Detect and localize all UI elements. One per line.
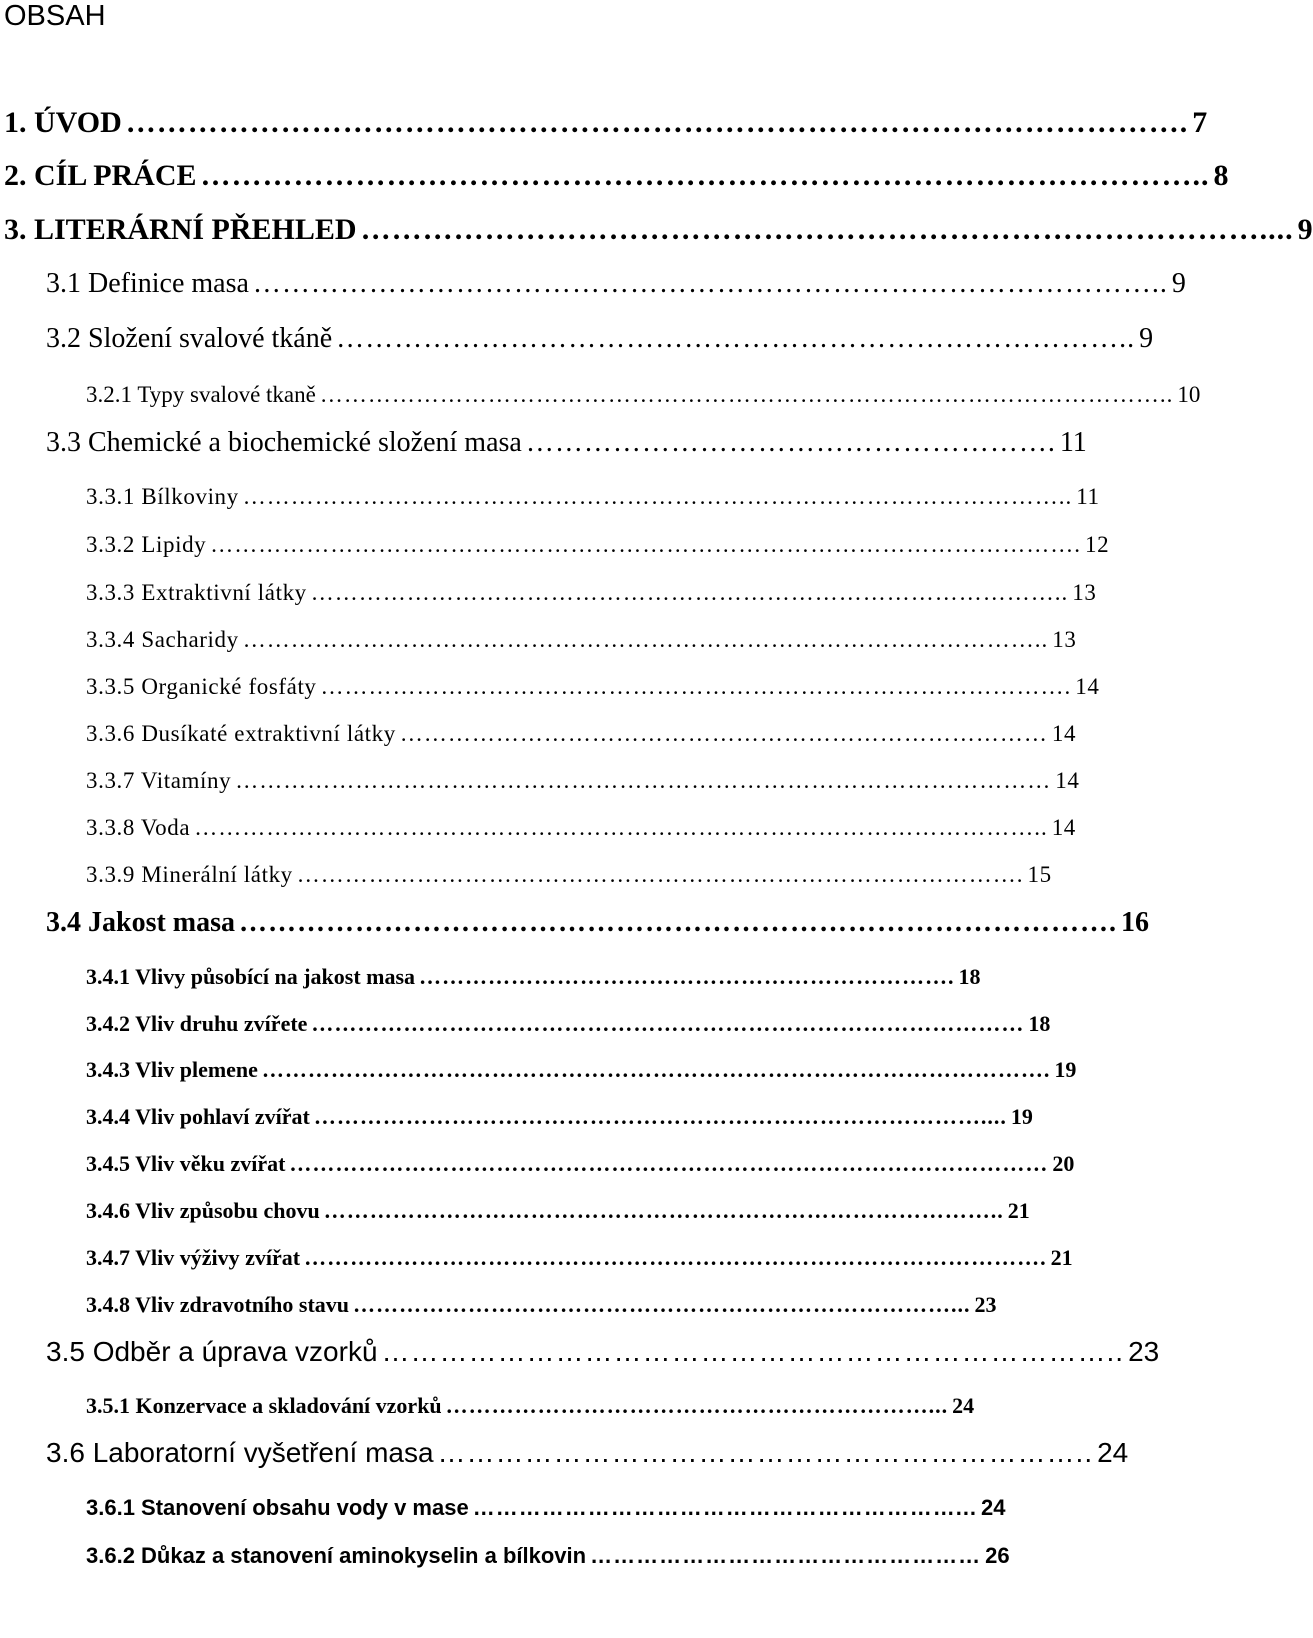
toc-entry <box>46 268 1186 300</box>
toc-leader-dots: ………………………………………………………….. <box>437 1437 1094 1468</box>
toc-entry <box>86 627 1077 653</box>
toc-leader-dots: ………………………………………………………………………………… <box>311 1011 1025 1036</box>
toc-page-number: 15 <box>1027 862 1052 887</box>
toc-leader-dots: …………………………………………………………………………………………. <box>261 1057 1051 1082</box>
toc-entry <box>86 1292 997 1318</box>
toc-entry-label: 2. CÍL PRÁCE <box>4 159 197 192</box>
toc-page-number: 23 <box>1128 1336 1160 1367</box>
toc-entry <box>86 580 1097 606</box>
toc-leader-dots: ………………………………………………………... <box>445 1393 949 1418</box>
toc-entry-label: 3.3.4 Sacharidy <box>86 627 239 652</box>
toc-entry-label: 3.3.9 Minerální látky <box>86 862 293 887</box>
toc-entry <box>4 106 1208 140</box>
toc-entry-label: 3.4.7 Vliv výživy zvířat <box>86 1245 301 1270</box>
toc-page-number: 11 <box>1076 484 1100 509</box>
toc-entry-label: 3.6.2 Důkaz a stanovení aminokyselin a bílkovin <box>86 1543 587 1568</box>
toc-page-number: 26 <box>985 1543 1010 1568</box>
toc-entry-label: 3.6 Laboratorní vyšetření masa <box>46 1437 434 1468</box>
toc-leader-dots: ………………………………………………………………………………….. <box>252 268 1168 299</box>
toc-entry <box>46 907 1150 939</box>
toc-leader-dots: ……………………………………………………………………………………….. <box>242 627 1049 652</box>
toc-entry-label: 1. ÚVOD <box>4 106 122 139</box>
page-title: OBSAH <box>4 0 106 32</box>
toc-entry-label: 3. LITERÁRNÍ PŘEHLED <box>4 213 357 246</box>
toc-page-number: 18 <box>958 964 981 989</box>
toc-leader-dots: ……………………………………………………………. <box>419 964 955 989</box>
toc-leader-dots: ……………………………………………………………………………………. <box>304 1245 1047 1270</box>
toc-entry-label: 3.3 Chemické a biochemické složení masa <box>46 427 522 458</box>
toc-entry-label: 3.4 Jakost masa <box>46 907 236 938</box>
toc-leader-dots: …………………………………………………………………………………. <box>320 674 1072 699</box>
toc-page-number: 19 <box>1054 1057 1077 1082</box>
toc-entry-label: 3.3.1 Bílkoviny <box>86 484 239 509</box>
toc-entry-label: 3.5 Odběr a úprava vzorků <box>46 1336 378 1367</box>
toc-leader-dots: ………………………………………………………………….. <box>381 1336 1125 1367</box>
toc-leader-dots: ……………………………………………………………………………………… <box>289 1151 1049 1176</box>
toc-page-number: 19 <box>1010 1104 1033 1129</box>
toc-entry-label: 3.4.1 Vlivy působící na jakost masa <box>86 964 416 989</box>
toc-entry <box>46 323 1154 355</box>
toc-leader-dots: ……………………………………………………………………… <box>399 721 1048 746</box>
toc-leader-dots: ……………………………………………………………………….. <box>336 323 1136 354</box>
toc-entry <box>86 1245 1073 1271</box>
toc-leader-dots: …………………………………………………………………………………………….. <box>319 382 1174 407</box>
toc-entry-label: 3.2.1 Typy svalové tkaně <box>86 382 316 407</box>
toc-entry-label: 3.2 Složení svalové tkáně <box>46 323 333 354</box>
toc-page-number: 13 <box>1052 627 1077 652</box>
toc-page-number: 14 <box>1055 768 1080 793</box>
toc-page-number: 8 <box>1213 159 1229 192</box>
toc-page-number: 16 <box>1121 907 1150 938</box>
toc-entry <box>86 862 1052 888</box>
toc-leader-dots: ………………………………………………. <box>525 427 1056 458</box>
toc-entry <box>86 1198 1030 1224</box>
toc-page-number: 11 <box>1059 427 1087 458</box>
toc-page-number: 9 <box>1171 268 1186 299</box>
toc-entry-label: 3.4.4 Vliv pohlaví zvířat <box>86 1104 310 1129</box>
toc-leader-dots: ………………………………………………………………………………………… <box>235 768 1052 793</box>
toc-entry-label: 3.4.8 Vliv zdravotního stavu <box>86 1292 350 1317</box>
toc-entry-label: 3.3.8 Voda <box>86 815 191 840</box>
toc-page-number: 13 <box>1072 580 1097 605</box>
toc-leader-dots: …………………………………………… <box>590 1543 982 1568</box>
toc-entry <box>86 484 1100 510</box>
toc-page-number: 24 <box>981 1495 1006 1520</box>
toc-entry <box>86 532 1110 558</box>
toc-entry <box>86 768 1080 794</box>
toc-entry-label: 3.4.5 Vliv věku zvířat <box>86 1151 286 1176</box>
toc-entry <box>86 1495 1006 1521</box>
toc-leader-dots: …………………………………………………………………………………………. <box>125 106 1189 139</box>
toc-page-number: 10 <box>1177 382 1201 407</box>
toc-page-number: 9 <box>1139 323 1154 354</box>
toc-entry <box>86 674 1100 700</box>
toc-entry-label: 3.6.1 Stanovení obsahu vody v mase <box>86 1495 469 1520</box>
toc-entry <box>46 1437 1129 1469</box>
toc-leader-dots: ………………………………………………………………………………. <box>239 907 1118 938</box>
toc-leader-dots: ………………………………………………………... <box>472 1495 978 1520</box>
toc-leader-dots: ………………………………………………………………………………….. <box>310 580 1069 605</box>
toc-entry <box>86 815 1076 841</box>
toc-entry-label: 3.3.3 Extraktivní látky <box>86 580 307 605</box>
toc-page-number: 20 <box>1052 1151 1075 1176</box>
toc-page-number: 24 <box>952 1393 975 1418</box>
toc-page-number: 12 <box>1085 532 1110 557</box>
toc-page-number: 21 <box>1050 1245 1073 1270</box>
toc-page-number: 18 <box>1028 1011 1051 1036</box>
toc-entry <box>86 1543 1010 1569</box>
toc-entry <box>4 159 1229 193</box>
toc-leader-dots: ………………………………………………………………………………………….. <box>242 484 1073 509</box>
toc-entry-label: 3.3.6 Dusíkaté extraktivní látky <box>86 721 396 746</box>
toc-entry <box>86 721 1077 747</box>
toc-entry <box>86 964 981 990</box>
toc-page-number: 14 <box>1075 674 1100 699</box>
toc-page-number: 7 <box>1192 106 1208 139</box>
toc-entry-label: 3.1 Definice masa <box>46 268 249 299</box>
toc-leader-dots: …………………………………………………………………………………….. <box>200 159 1210 192</box>
toc-entry-label: 3.4.2 Vliv druhu zvířete <box>86 1011 308 1036</box>
toc-entry <box>4 213 1313 247</box>
toc-leader-dots: ………………………………………………………………………………………………. <box>210 532 1082 557</box>
toc-entry <box>86 1393 975 1419</box>
toc-entry-label: 3.4.6 Vliv způsobu chovu <box>86 1198 320 1223</box>
toc-entry <box>86 1151 1075 1177</box>
toc-entry-label: 3.3.5 Organické fosfáty <box>86 674 317 699</box>
toc-leader-dots: …………………………………………………………………………….... <box>360 213 1294 246</box>
toc-entry <box>86 382 1201 408</box>
toc-leader-dots: …………………………………………………………………………………………….. <box>194 815 1048 840</box>
toc-leader-dots: …………………………………………………………………………….... <box>313 1104 1007 1129</box>
toc-entry <box>86 1104 1033 1130</box>
toc-entry <box>46 1336 1160 1368</box>
toc-entry <box>86 1011 1051 1037</box>
toc-entry-label: 3.4.3 Vliv plemene <box>86 1057 258 1082</box>
toc-leader-dots: ………………………………………………………………………………. <box>296 862 1024 887</box>
toc-page-number: 9 <box>1297 213 1313 246</box>
toc-page-number: 24 <box>1097 1437 1129 1468</box>
toc-entry-label: 3.3.7 Vitamíny <box>86 768 232 793</box>
toc-entry-label: 3.5.1 Konzervace a skladování vzorků <box>86 1393 442 1418</box>
toc-page-number: 23 <box>974 1292 997 1317</box>
toc-page-number: 21 <box>1007 1198 1030 1223</box>
toc-leader-dots: ……………………………………………………………………... <box>353 1292 971 1317</box>
toc-entry <box>86 1057 1077 1083</box>
toc-leader-dots: …………………………………………………………………………….. <box>323 1198 1004 1223</box>
toc-entry <box>46 427 1087 459</box>
toc-entry-label: 3.3.2 Lipidy <box>86 532 207 557</box>
toc-page-number: 14 <box>1051 815 1076 840</box>
toc-page-number: 14 <box>1051 721 1077 746</box>
